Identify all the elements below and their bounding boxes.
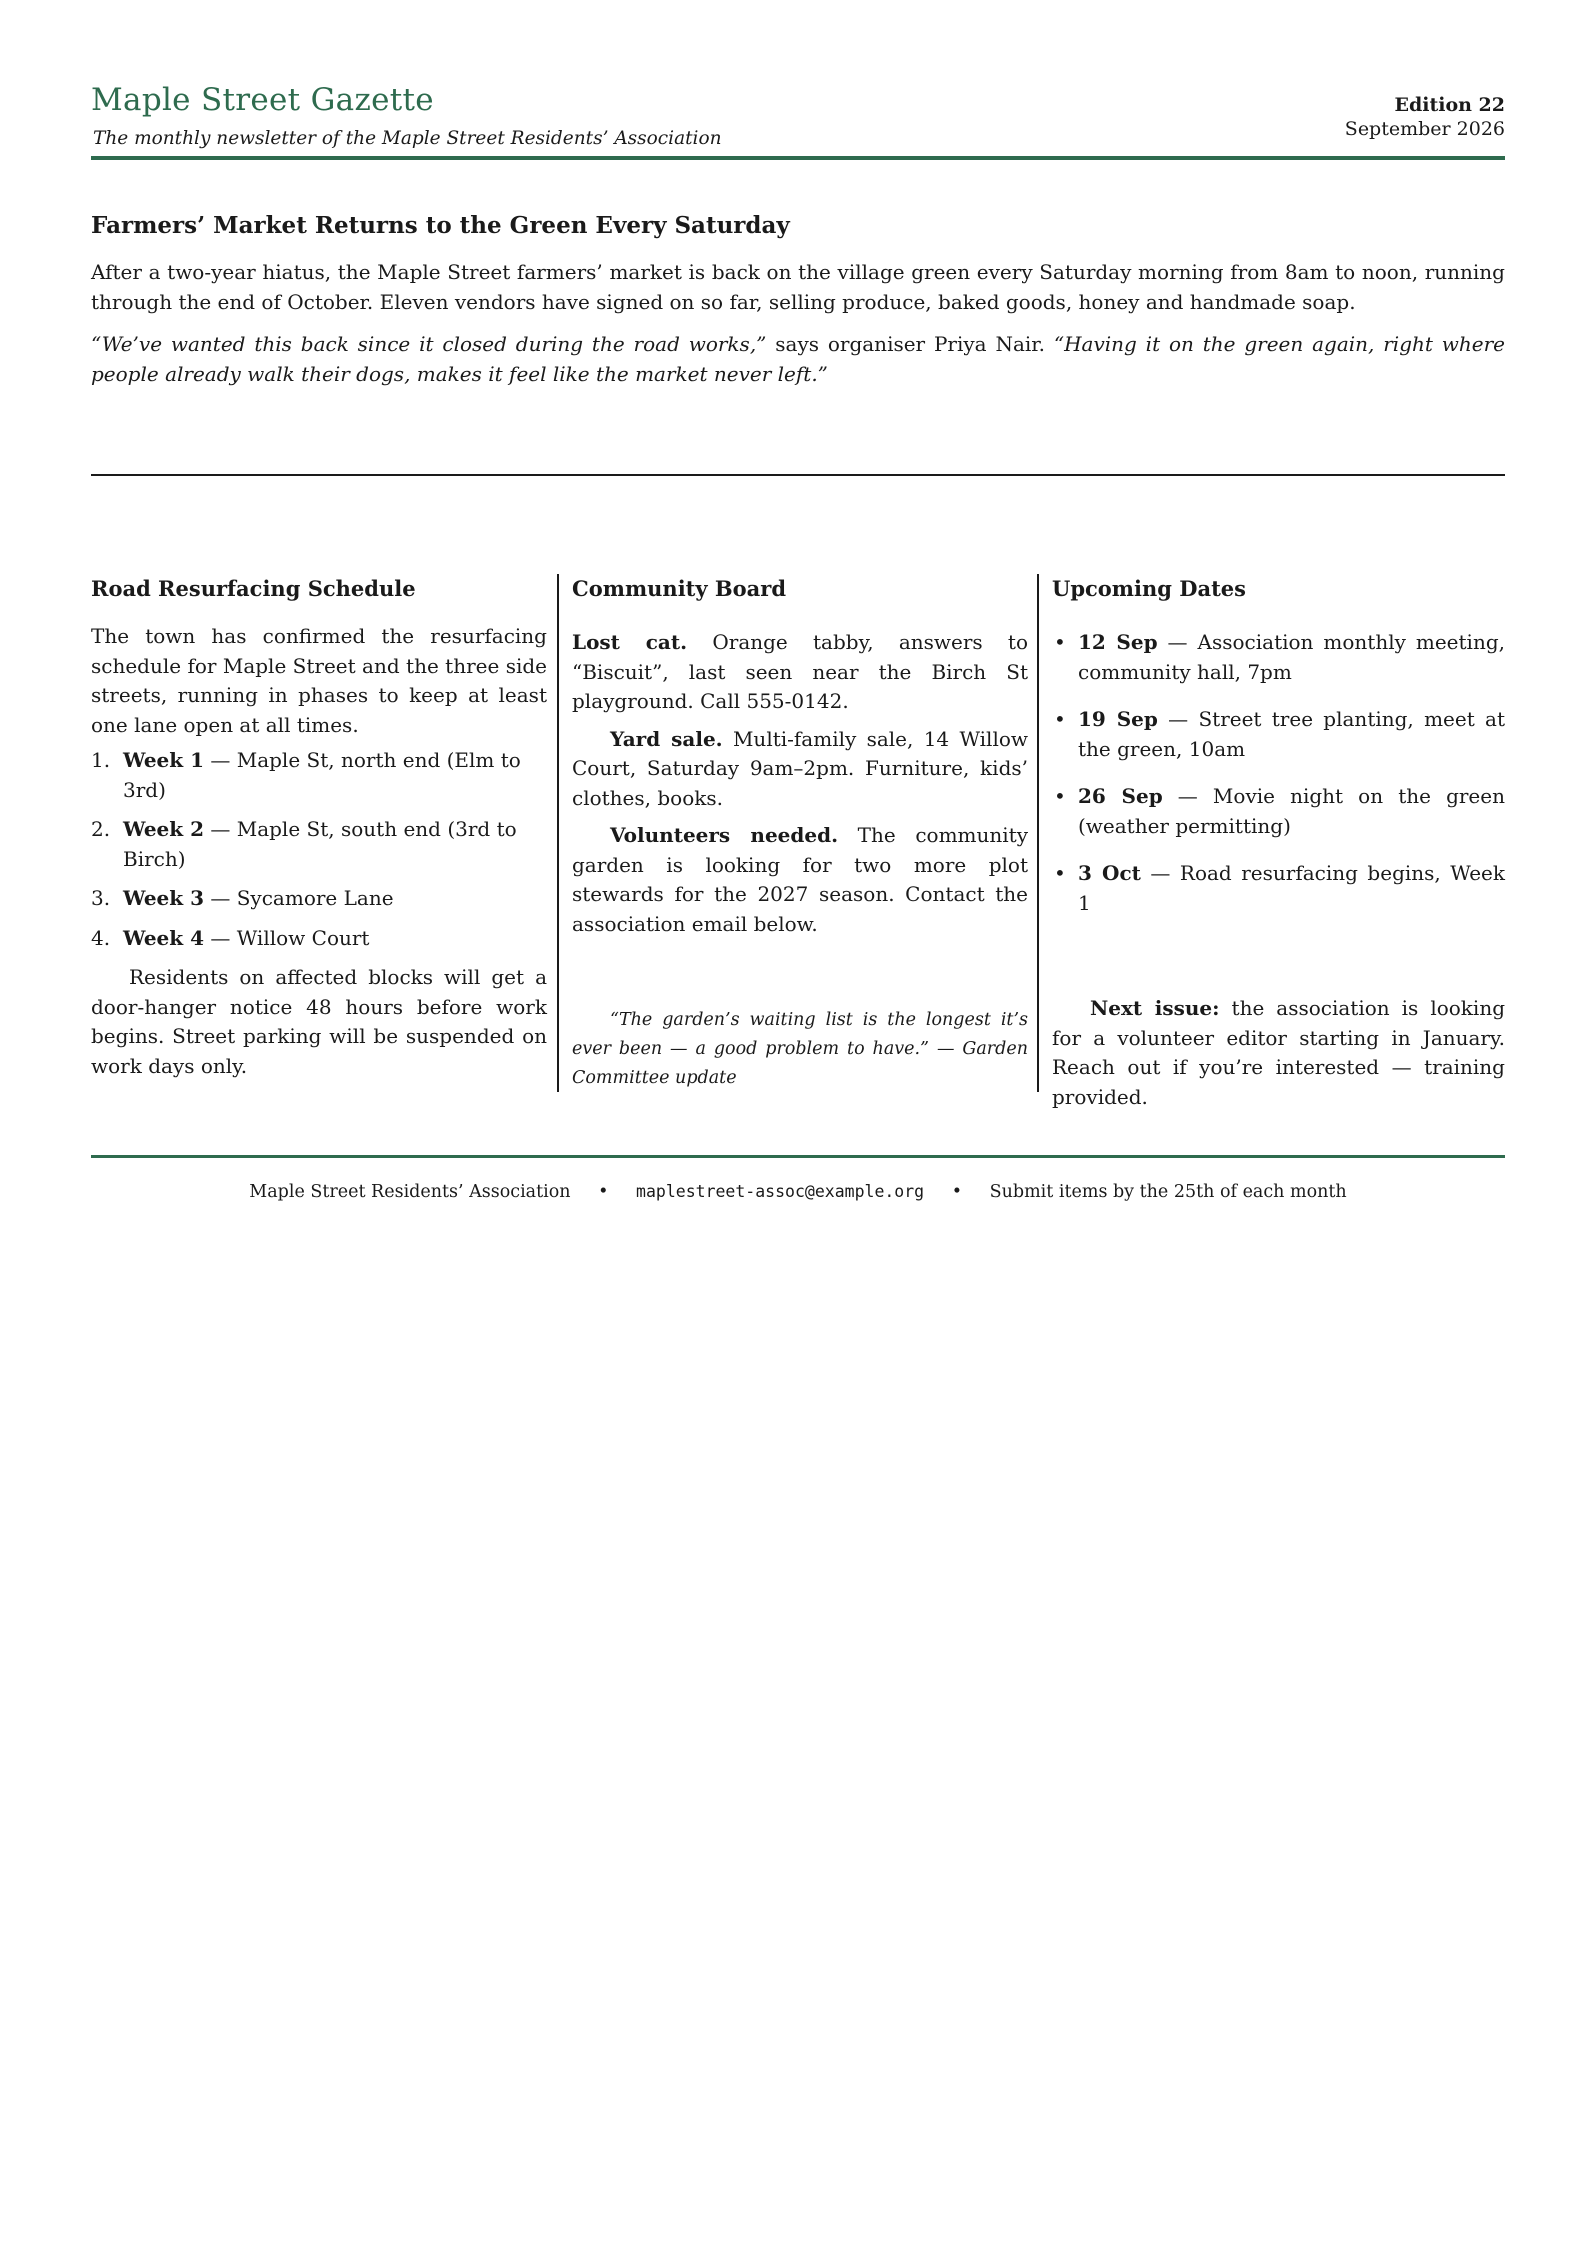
footer-divider [91, 1155, 1505, 1158]
footer-separator: • [951, 1182, 963, 1202]
date-item: • 26 Sep — Movie night on the green (weather permitting) [1054, 784, 1505, 838]
quote-part-1: “We’ve wanted this back since it closed during the road works,” [91, 332, 767, 356]
upcoming-dates-column [1052, 574, 1505, 1109]
board-item-yard-sale: Yard sale. Multi-family sale, 14 Willow Court, Saturday 9am–2pm. Furniture, kids’ clothes, books. [572, 726, 1029, 810]
edition-date: September 2026 [1344, 118, 1505, 140]
garden-quote: “The garden’s waiting list is the longest it’s ever been — a good problem to have.” — Garden Committee update [572, 1010, 1028, 1088]
footer [91, 1182, 1505, 1202]
masthead-divider [91, 156, 1505, 160]
lead-quote [91, 329, 1505, 389]
schedule-item: 1. Week 1 — Maple St, north end (Elm to 3rd) [91, 748, 521, 802]
column-divider [557, 574, 559, 1092]
road-resurfacing-column [91, 574, 547, 1092]
footer-separator: • [598, 1182, 609, 1202]
date-item: • 3 Oct — Road resurfacing begins, Week 1 [1054, 861, 1505, 915]
column-divider [1037, 574, 1039, 1092]
schedule-item: 2. Week 2 — Maple St, south end (3rd to Birch) [91, 817, 517, 871]
schedule-item: 4. Week 4 — Willow Court [91, 925, 370, 950]
edition-number: Edition 22 [1394, 94, 1505, 116]
footer-email-link[interactable]: maplestreet-assoc@example.org [636, 1182, 925, 1201]
lead-article [91, 212, 1505, 389]
footer-deadline: Submit items by the 25th of each month [989, 1182, 1347, 1202]
dates-list [1052, 628, 1505, 918]
dates-heading: Upcoming Dates [1052, 576, 1246, 601]
newsletter-title: Maple Street Gazette [91, 82, 434, 118]
schedule-list [91, 746, 547, 953]
board-heading: Community Board [572, 576, 786, 601]
date-item: • 19 Sep — Street tree planting, meet at the green, 10am [1054, 707, 1505, 761]
road-heading: Road Resurfacing Schedule [91, 576, 416, 601]
quote-attribution: says organiser Priya Nair. [766, 332, 1054, 356]
next-issue-note: Next issue: the association is looking for a volunteer editor starting in January. Reach out if you’re interested — training provided. [1052, 996, 1505, 1109]
newsletter-subtitle: The monthly newsletter of the Maple Street Residents’ Association [93, 128, 722, 149]
lead-headline: Farmers’ Market Returns to the Green Every Saturday [91, 212, 790, 239]
road-intro: The town has confirmed the resurfacing schedule for Maple Street and the three side streets, running in phases to keep at least one lane open at all times. [91, 624, 547, 737]
quote-part-2: “Having it on the green again, right where people already walk their dogs, makes it feel like the market never left.” [91, 332, 1505, 386]
date-item: • 12 Sep — Association monthly meeting, community hall, 7pm [1054, 630, 1505, 684]
footer-org: Maple Street Residents’ Association [249, 1182, 571, 1202]
community-board-column [572, 574, 1028, 1092]
three-column-section [91, 574, 1505, 1109]
board-item-volunteers: Volunteers needed. The community garden is looking for two more plot stewards for the 2027 season. Contact the association email below. [572, 823, 1029, 936]
masthead [91, 82, 1505, 162]
board-item-lost-cat: Lost cat. Orange tabby, answers to “Biscuit”, last seen near the Birch St playground. Call 555-0142. [572, 630, 1029, 713]
lead-divider [91, 474, 1505, 476]
road-outro: Residents on affected blocks will get a door-hanger notice 48 hours before work begins. Street parking will be suspended on work days only. [91, 965, 547, 1078]
schedule-item: 3. Week 3 — Sycamore Lane [91, 886, 394, 910]
lead-body: After a two-year hiatus, the Maple Street farmers’ market is back on the village green every Saturday morning from 8am to noon, running through the end of October. Eleven vendors have signed on so far, selling produce, baked goods, honey and handmade soap. [91, 260, 1505, 314]
